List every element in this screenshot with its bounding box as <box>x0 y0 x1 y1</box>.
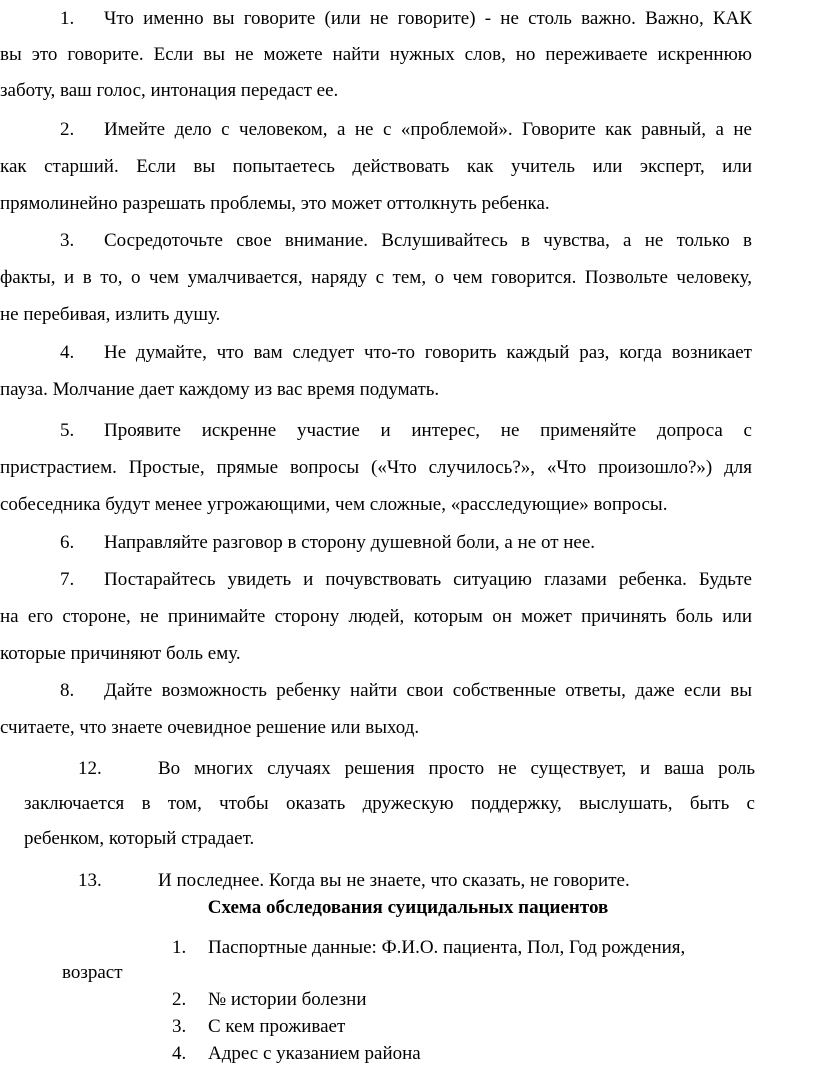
item-text-line: И последнее. Когда вы не знаете, что сказать, не говорите. <box>158 870 630 891</box>
item-text-line: Что именно вы говорите (или не говорите) - не столь важно. Важно, КАК <box>104 8 752 29</box>
item-text-line: Проявите искренне участие и интерес, не применяйте допроса с <box>104 420 752 441</box>
item-number: 6. <box>60 532 75 553</box>
item-number: 7. <box>60 569 75 590</box>
item-text-line: пауза. Молчание дает каждому из вас время подумать. <box>0 379 440 400</box>
schema-item-number: 4. <box>172 1043 187 1064</box>
item-number: 8. <box>60 680 75 701</box>
item-text-line: собеседника будут менее угрожающими, чем сложные, «расследующие» вопросы. <box>0 494 668 515</box>
item-text-line: которые причиняют боль ему. <box>0 643 241 664</box>
item-text-line: Имейте дело с человеком, а не с «проблемой». Говорите как равный, а не <box>104 119 752 140</box>
item-text-line: как старший. Если вы попытаетесь действовать как учитель или эксперт, или <box>0 156 752 177</box>
item-text-line: заботу, ваш голос, интонация передаст ее. <box>0 80 339 101</box>
section-title: Схема обследования суицидальных пациентов <box>207 897 609 918</box>
item-text-line: Сосредоточьте свое внимание. Вслушивайтесь в чувства, а не только в <box>104 230 752 251</box>
item-text-line: Во многих случаях решения просто не существует, и ваша роль <box>158 758 755 779</box>
schema-item-number: 1. <box>172 937 187 958</box>
schema-item-text: Адрес с указанием района <box>208 1043 421 1064</box>
schema-item-number: 2. <box>172 989 187 1010</box>
item-number: 13. <box>78 870 102 891</box>
item-text-line: Дайте возможность ребенку найти свои собственные ответы, даже если вы <box>104 680 752 701</box>
item-text-line: прямолинейно разрешать проблемы, это может оттолкнуть ребенка. <box>0 193 550 214</box>
schema-item-text: С кем проживает <box>208 1016 346 1037</box>
schema-item-continuation: возраст <box>62 962 123 983</box>
item-text-line: заключается в том, чтобы оказать дружескую поддержку, выслушать, быть с <box>24 793 755 814</box>
item-text-line: пристрастием. Простые, прямые вопросы («Что случилось?», «Что произошло?») для <box>0 457 752 478</box>
schema-item-text: Паспортные данные: Ф.И.О. пациента, Пол, Год рождения, <box>208 937 686 958</box>
item-text-line: на его стороне, не принимайте сторону людей, которым он может причинять боль или <box>0 606 752 627</box>
schema-item-text: № истории болезни <box>208 989 367 1010</box>
item-text-line: факты, и в то, о чем умалчивается, наряду с тем, о чем говорится. Позвольте человеку, <box>0 267 752 288</box>
schema-item-number: 3. <box>172 1016 187 1037</box>
item-number: 3. <box>60 230 75 251</box>
item-number: 5. <box>60 420 75 441</box>
item-text-line: ребенком, который страдает. <box>24 828 255 849</box>
item-text-line: считаете, что знаете очевидное решение или выход. <box>0 717 420 738</box>
item-number: 2. <box>60 119 75 140</box>
item-number: 4. <box>60 342 75 363</box>
item-text-line: не перебивая, излить душу. <box>0 304 221 325</box>
item-text-line: Не думайте, что вам следует что-то говорить каждый раз, когда возникает <box>104 342 752 363</box>
item-text-line: Постарайтесь увидеть и почувствовать ситуацию глазами ребенка. Будьте <box>104 569 752 590</box>
item-text-line: Направляйте разговор в сторону душевной боли, а не от нее. <box>104 532 596 553</box>
item-text-line: вы это говорите. Если вы не можете найти нужных слов, но переживаете искреннюю <box>0 44 752 65</box>
item-number: 1. <box>60 8 75 29</box>
item-number: 12. <box>78 758 102 779</box>
